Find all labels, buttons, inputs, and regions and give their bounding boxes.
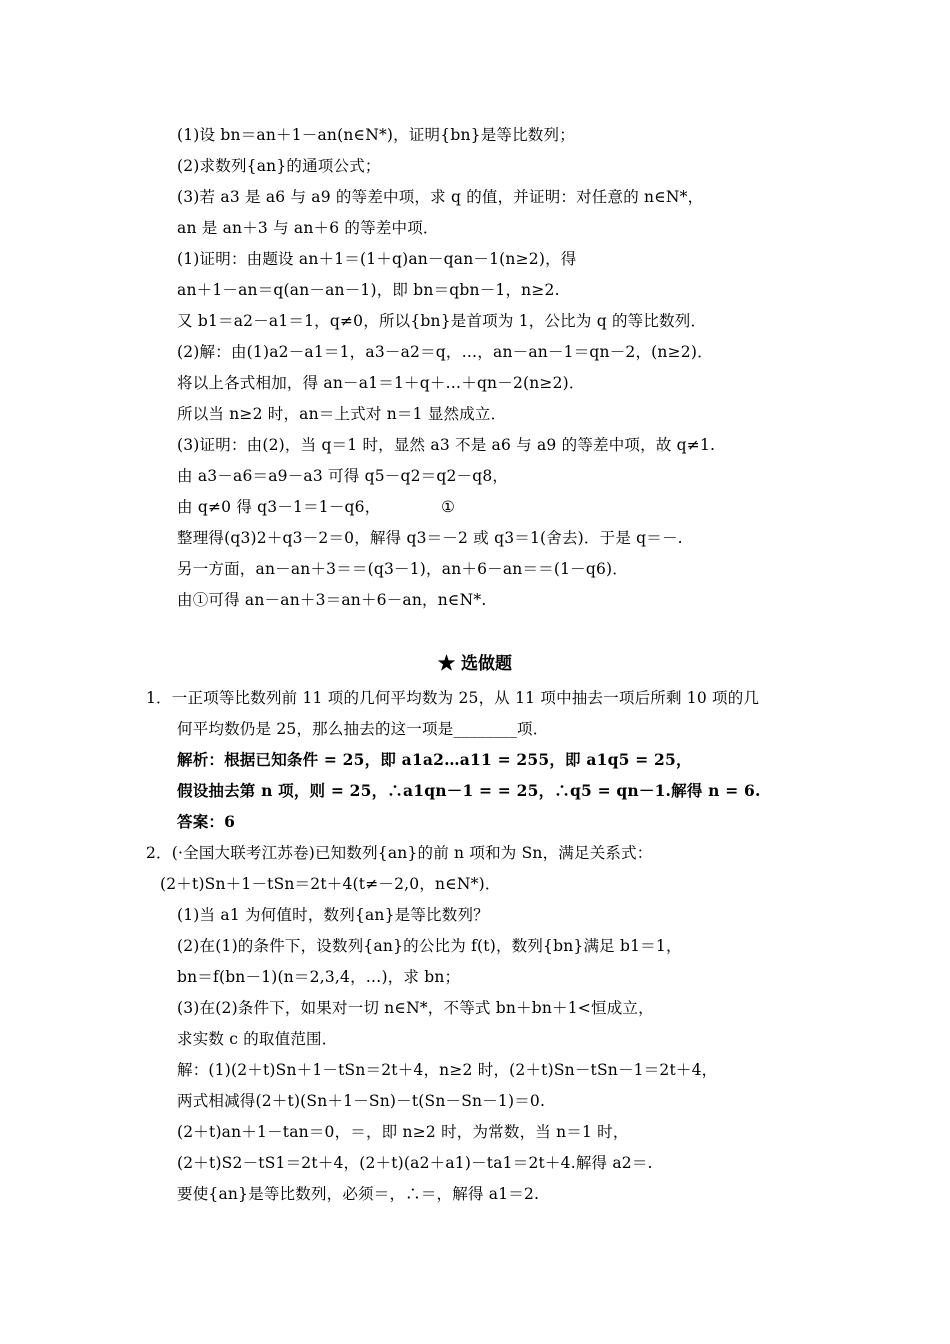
- text-line: 由 q≠0 得 q3－1＝1－q6，: [177, 498, 381, 516]
- text-line: bn＝f(bn－1)(n＝2,3,4，…)，求 bn；: [177, 968, 461, 986]
- text-line: 又 b1＝a2－a1＝1，q≠0，所以{bn}是首项为 1，公比为 q 的等比数列．: [177, 312, 707, 330]
- text-line: (2)求数列{an}的通项公式；: [177, 157, 381, 175]
- text-line: 何平均数仍是 25，那么抽去的这一项是________项．: [177, 720, 549, 738]
- solution-line: 解：(1)(2＋t)Sn＋1－tSn＝2t＋4，n≥2 时，(2＋t)Sn－tSn－1＝2t＋4，: [177, 1061, 718, 1079]
- text-line: 整理得(q3)2＋q3－2＝0，解得 q3＝－2 或 q3＝1(舍去)．于是 q＝－.: [177, 529, 683, 547]
- text-line: an＋1－an＝q(an－an－1)，即 bn＝qbn－1，n≥2.: [177, 281, 560, 299]
- section-heading: ★ 选做题: [438, 654, 512, 674]
- text-line: (1)证明：由题设 an＋1＝(1＋q)an－qan－1(n≥2)，得: [177, 250, 577, 268]
- problem-1-line: 1．一正项等比数列前 11 项的几何平均数为 25，从 11 项中抽去一项后所剩 10 项的几: [146, 689, 760, 707]
- analysis-line: 解析：根据已知条件 = 25，即 a1a2…a11 = 255，即 a1q5 = 25，: [177, 750, 692, 769]
- text-line: (2＋t)an＋1－tan＝0，＝，即 n≥2 时，为常数，当 n＝1 时，: [177, 1123, 629, 1141]
- text-line: (1)设 bn＝an＋1－an(n∈N*)，证明{bn}是等比数列；: [177, 126, 575, 144]
- text-line: 由 a3－a6＝a9－a3 可得 q5－q2＝q2－q8，: [177, 467, 509, 485]
- answer-line: 答案：6: [177, 812, 236, 831]
- problem-2-line: 2．(·全国大联考江苏卷)已知数列{an}的前 n 项和为 Sn，满足关系式：: [146, 844, 653, 862]
- analysis-line: 假设抽去第 n 项，则 = 25，∴a1qn－1 = = 25，∴q5 = qn－1.解得 n = 6.: [177, 781, 761, 800]
- text-line: (1)当 a1 为何值时，数列{an}是等比数列？: [177, 906, 489, 924]
- text-line: 要使{an}是等比数列，必须＝，∴＝，解得 a1＝2.: [177, 1185, 540, 1203]
- equation-marker: ①: [441, 498, 456, 516]
- text-line: (2＋t)Sn＋1－tSn＝2t＋4(t≠－2,0，n∈N*)．: [160, 875, 501, 893]
- text-line: 两式相减得(2＋t)(Sn＋1－Sn)－t(Sn－Sn－1)＝0.: [177, 1092, 546, 1110]
- text-line: (3)证明：由(2)，当 q＝1 时，显然 a3 不是 a6 与 a9 的等差中项，故 q≠1.: [177, 436, 716, 454]
- text-line: (3)若 a3 是 a6 与 a9 的等差中项，求 q 的值，并证明：对任意的 n∈N*，: [177, 188, 704, 206]
- text-line: 将以上各式相加，得 an－a1＝1＋q＋…＋qn－2(n≥2)．: [177, 374, 585, 392]
- text-line: 另一方面，an－an＋3＝＝(q3－1)，an＋6－an＝＝(1－q6)．: [177, 560, 628, 578]
- text-line: 求实数 c 的取值范围．: [177, 1030, 338, 1048]
- text-line: (2)在(1)的条件下，设数列{an}的公比为 f(t)，数列{bn}满足 b1＝1，: [177, 937, 682, 955]
- text-line: 所以当 n≥2 时，an＝上式对 n＝1 显然成立．: [177, 405, 507, 423]
- text-line: an 是 an＋3 与 an＋6 的等差中项．: [177, 219, 439, 237]
- text-line: 由①可得 an－an＋3＝an＋6－an，n∈N*.: [177, 591, 487, 609]
- text-line: (2)解：由(1)a2－a1＝1，a3－a2＝q，…，an－an－1＝qn－2，(n≥2)．: [177, 343, 713, 361]
- text-line: (3)在(2)条件下，如果对一切 n∈N*，不等式 bn＋bn＋1<恒成立，: [177, 999, 654, 1017]
- text-line: (2＋t)S2－tS1＝2t＋4，(2＋t)(a2＋a1)－ta1＝2t＋4.解得 a2＝.: [177, 1154, 653, 1172]
